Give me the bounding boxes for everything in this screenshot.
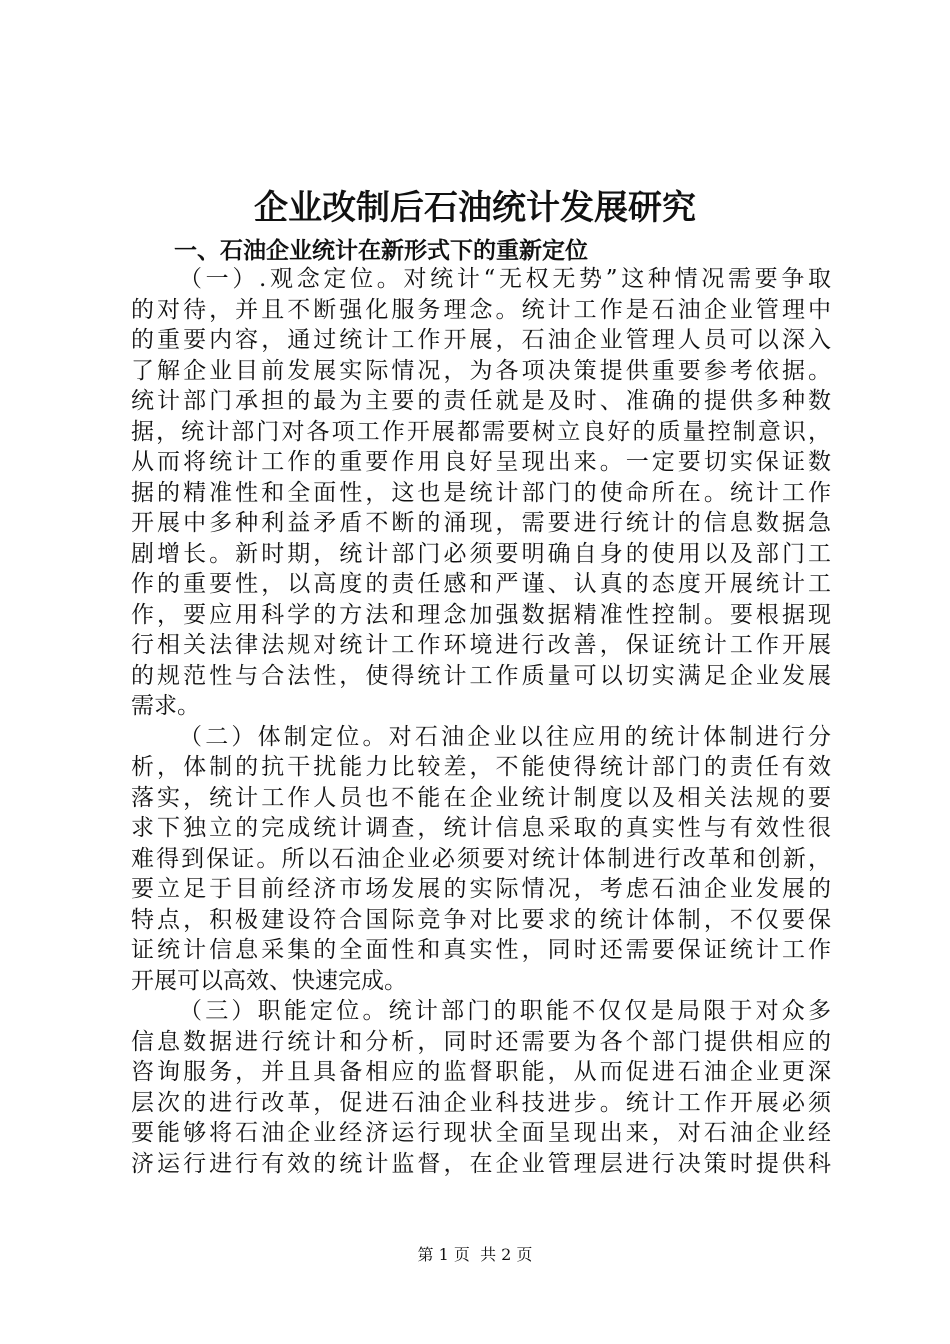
paragraph-system-positioning	[131, 722, 831, 997]
text-line: 济运行进行有效的统计监督，在企业管理层进行决策时提供科	[131, 1150, 831, 1177]
text-line: 的重要内容，通过统计工作开展，石油企业管理人员可以深入	[131, 327, 831, 353]
text-line: 开展中多种利益矛盾不断的涌现，需要进行统计的信息数据急	[131, 510, 831, 536]
text-line: 求下独立的完成统计调查，统计信息采取的真实性与有效性很	[131, 815, 831, 841]
body-text	[131, 264, 831, 1179]
text-line: （三）职能定位。统计部门的职能不仅仅是局限于对众多	[179, 998, 831, 1024]
text-line: 了解企业目前发展实际情况，为各项决策提供重要参考依据。	[131, 357, 831, 384]
text-line: 层次的进行改革，促进石油企业科技进步。统计工作开展必须	[131, 1089, 831, 1116]
text-line: 需求。	[131, 693, 200, 719]
page-number: 第 1 页 共 2 页	[417, 1245, 533, 1264]
page-footer	[0, 1245, 950, 1265]
text-line: 特点，积极建设符合国际竞争对比要求的统计体制，不仅要保	[131, 906, 831, 933]
text-line: （二）体制定位。对石油企业以往应用的统计体制进行分	[179, 723, 831, 750]
text-line: 开展可以高效、快速完成。	[131, 967, 407, 994]
text-line: 统计部门承担的最为主要的责任就是及时、准确的提供多种数	[131, 388, 831, 414]
paragraph-function-positioning	[131, 996, 831, 1179]
page-title: 企业改制后石油统计发展研究	[254, 188, 696, 228]
text-line: 的对待，并且不断强化服务理念。统计工作是石油企业管理中	[131, 296, 831, 323]
text-line: 据的精准性和全面性，这也是统计部门的使命所在。统计工作	[131, 479, 831, 506]
text-line: 析，体制的抗干扰能力比较差，不能使得统计部门的责任有效	[131, 754, 831, 780]
text-line: 信息数据进行统计和分析，同时还需要为各个部门提供相应的	[131, 1028, 831, 1055]
text-line: 落实，统计工作人员也不能在企业统计制度以及相关法规的要	[131, 784, 831, 811]
text-line: 证统计信息采集的全面性和真实性，同时还需要保证统计工作	[131, 937, 831, 963]
text-line: 行相关法律法规对统计工作环境进行改善，保证统计工作开展	[131, 632, 831, 658]
text-line: 要能够将石油企业经济运行现状全面呈现出来，对石油企业经	[131, 1120, 831, 1146]
text-line: 咨询服务，并且具备相应的监督职能，从而促进石油企业更深	[131, 1059, 831, 1085]
text-line: 从而将统计工作的重要作用良好呈现出来。一定要切实保证数	[131, 449, 831, 475]
text-line: 难得到保证。所以石油企业必须要对统计体制进行改革和创新，	[131, 845, 831, 872]
text-line: 据，统计部门对各项工作开展都需要树立良好的质量控制意识，	[131, 418, 831, 445]
text-line: 作，要应用科学的方法和理念加强数据精准性控制。要根据现	[131, 601, 831, 628]
paragraph-concept-positioning	[131, 264, 831, 722]
text-line: 作的重要性，以高度的责任感和严谨、认真的态度开展统计工	[131, 571, 831, 597]
text-line: （一）.观念定位。对统计“无权无势”这种情况需要争取	[179, 266, 831, 292]
text-line: 剧增长。新时期，统计部门必须要明确自身的使用以及部门工	[131, 540, 831, 567]
section-heading: 一、石油企业统计在新形式下的重新定位	[174, 237, 588, 264]
text-line: 的规范性与合法性，使得统计工作质量可以切实满足企业发展	[131, 662, 831, 689]
text-line: 要立足于目前经济市场发展的实际情况，考虑石油企业发展的	[131, 876, 831, 902]
